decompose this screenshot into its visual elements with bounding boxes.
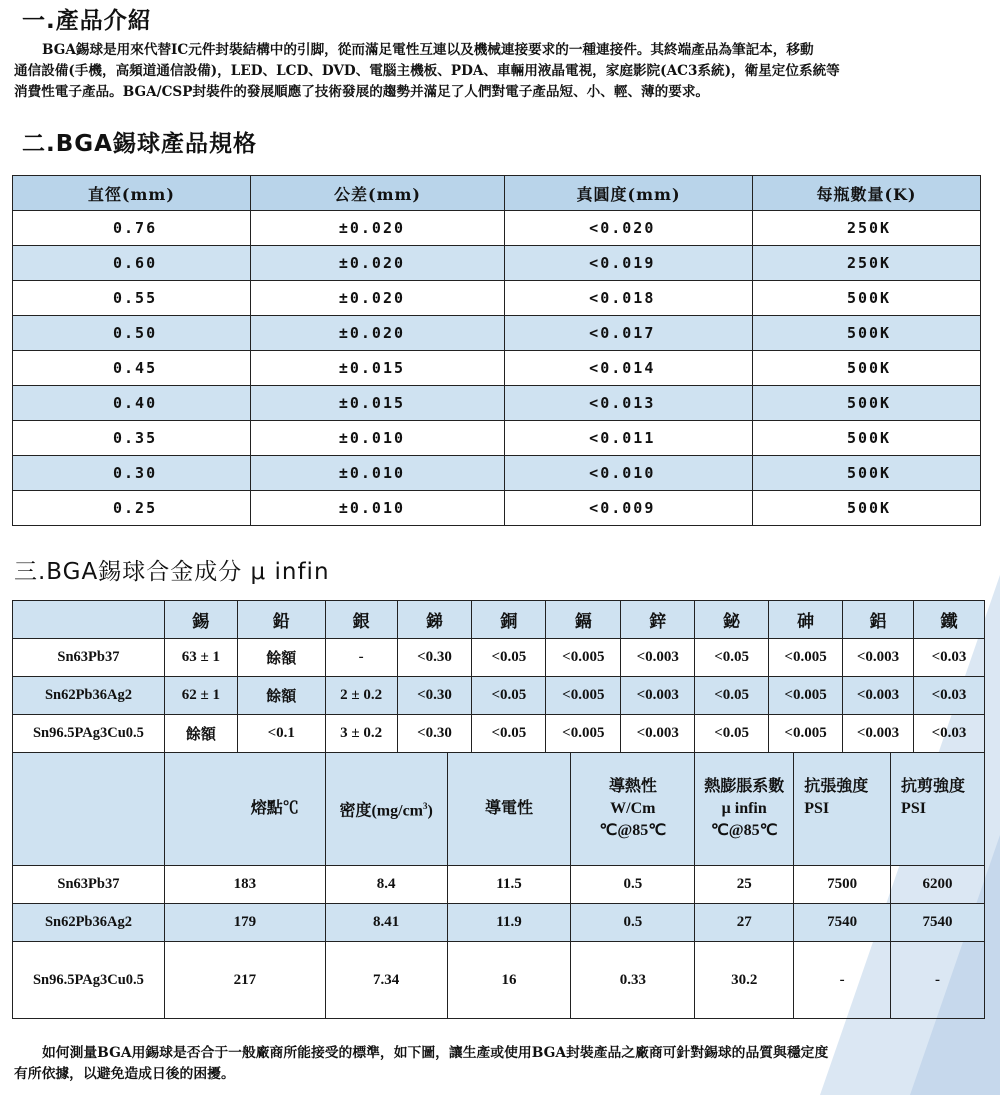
property-cell: 25 [695,866,794,904]
property-row [13,866,985,904]
table-row [13,351,981,386]
paragraph-line: BGA錫球是用來代替IC元件封裝結構中的引脚，從而滿足電性互連以及機械連接要求的一種連接件。其終端產品為筆記本，移動 [42,42,814,58]
corner-cell [13,601,165,639]
table-cell: 0.35 [13,421,251,456]
table-cell: <0.019 [505,246,753,281]
section1-heading: 一.產品介紹 [22,8,152,34]
col-header-thermal-conductivity: 導熱性 W/Cm ℃@85℃ [571,753,695,866]
composition-cell: <0.05 [695,639,769,677]
col-header-melting-point: 熔點℃ [164,753,325,866]
table-cell: 0.30 [13,456,251,491]
composition-cell: <0.005 [546,639,621,677]
table-cell: ±0.010 [250,421,504,456]
alloy-name-cell: Sn62Pb36Ag2 [13,904,165,942]
property-cell: - [794,942,891,1019]
property-cell: 7.34 [325,942,447,1019]
property-cell: 0.5 [571,904,695,942]
property-cell: 16 [447,942,571,1019]
table-cell: <0.018 [505,281,753,316]
table-cell: ±0.010 [250,491,504,526]
alloy-name-cell: Sn96.5PAg3Cu0.5 [13,715,165,753]
composition-cell: <0.05 [695,677,769,715]
alloy-name-cell: Sn63Pb37 [13,866,165,904]
footer-paragraph [14,1043,989,1085]
property-cell: 0.33 [571,942,695,1019]
table-row [13,386,981,421]
table-cell: ±0.015 [250,351,504,386]
paragraph-line: 通信設備(手機，高頻道通信設備)，LED、LCD、DVD、電腦主機板、PDA、車輛用液晶電視，家庭影院(AC3系統)，衛星定位系統等 [14,63,840,79]
composition-cell: 餘額 [237,639,325,677]
composition-cell: <0.30 [397,639,472,677]
composition-cell: <0.05 [472,715,546,753]
paragraph-line: 有所依據，以避免造成日後的困擾。 [14,1066,235,1082]
col-header-quantity: 每瓶數量(K) [752,176,980,211]
composition-row [13,639,985,677]
composition-cell: <0.005 [769,715,843,753]
table-cell: ±0.020 [250,281,504,316]
table-row [13,281,981,316]
property-cell: 7540 [794,904,891,942]
composition-cell: <0.003 [843,639,914,677]
element-header-row [13,601,985,639]
property-cell: 183 [164,866,325,904]
table-cell: 500K [752,281,980,316]
table-cell: 0.40 [13,386,251,421]
property-cell: - [891,942,985,1019]
composition-cell: <0.05 [472,639,546,677]
composition-cell: <0.30 [397,715,472,753]
alloy-name-cell: Sn96.5PAg3Cu0.5 [13,942,165,1019]
corner-cell [13,753,165,866]
col-header-density: 密度$(mg/cm^3)$ [325,753,447,866]
spec-table [12,175,981,526]
table-cell: 500K [752,386,980,421]
section2-heading: 二.BGA錫球產品規格 [22,131,257,157]
composition-cell: <0.1 [237,715,325,753]
col-header-roundness: 真圓度(mm) [505,176,753,211]
element-header-cell: 銻 [397,601,472,639]
property-cell: 11.9 [447,904,571,942]
table-row [13,456,981,491]
element-header-cell: 銀 [325,601,397,639]
table-cell: ±0.015 [250,386,504,421]
table-cell: 500K [752,421,980,456]
property-cell: 8.4 [325,866,447,904]
element-header-cell: 鎘 [546,601,621,639]
paragraph-line: 消費性電子產品。BGA/CSP封裝件的發展順應了技術發展的趨勢并滿足了人們對電子產品短、小、輕、薄的要求。 [14,84,710,100]
table-cell: ±0.020 [250,316,504,351]
element-header-cell: 銅 [472,601,546,639]
composition-cell: 63 ± 1 [164,639,237,677]
composition-cell: <0.03 [913,715,984,753]
property-section [13,753,985,1019]
property-row [13,904,985,942]
table-row [13,421,981,456]
composition-cell: <0.05 [472,677,546,715]
col-header-shear-strength: 抗剪強度 PSI [891,753,985,866]
composition-cell: <0.003 [843,677,914,715]
table-cell: <0.017 [505,316,753,351]
property-table [12,752,985,1019]
property-cell: 11.5 [447,866,571,904]
composition-cell: <0.003 [621,677,695,715]
table-cell: ±0.020 [250,246,504,281]
table-cell: <0.014 [505,351,753,386]
col-header-tolerance: 公差(mm) [250,176,504,211]
composition-cell: <0.005 [546,715,621,753]
element-header-cell: 鐵 [913,601,984,639]
composition-cell: <0.05 [695,715,769,753]
element-header-cell: 鉍 [695,601,769,639]
spec-table-body [13,211,981,526]
table-cell: 0.55 [13,281,251,316]
composition-cell: 3 ± 0.2 [325,715,397,753]
table-cell: <0.010 [505,456,753,491]
property-row [13,942,985,1019]
composition-cell: 餘額 [237,677,325,715]
alloy-name-cell: Sn62Pb36Ag2 [13,677,165,715]
table-cell: ±0.020 [250,211,504,246]
composition-row [13,677,985,715]
table-cell: 0.50 [13,316,251,351]
table-cell: 0.45 [13,351,251,386]
table-cell: 500K [752,316,980,351]
table-cell: <0.013 [505,386,753,421]
composition-cell: <0.003 [843,715,914,753]
col-header-conductivity: 導電性 [447,753,571,866]
table-cell: 500K [752,351,980,386]
property-cell: 6200 [891,866,985,904]
property-cell: 8.41 [325,904,447,942]
alloy-table [12,600,985,753]
spec-table-header [13,176,981,211]
table-cell: 250K [752,246,980,281]
element-header-cell: 鋅 [621,601,695,639]
table-cell: <0.011 [505,421,753,456]
property-cell: 27 [695,904,794,942]
table-row [13,491,981,526]
table-row [13,211,981,246]
composition-cell: <0.005 [769,677,843,715]
composition-cell: <0.30 [397,677,472,715]
composition-cell: <0.005 [546,677,621,715]
section1-paragraph [14,40,989,103]
table-cell: <0.020 [505,211,753,246]
element-header-cell: 鉛 [237,601,325,639]
table-cell: 0.76 [13,211,251,246]
paragraph-line: 如何測量BGA用錫球是否合于一般廠商所能接受的標準，如下圖，讓生產或使用BGA封裝產品之廠商可針對錫球的品質與穩定度 [42,1045,829,1061]
table-cell: 250K [752,211,980,246]
element-header-cell: 鋁 [843,601,914,639]
alloy-name-cell: Sn63Pb37 [13,639,165,677]
composition-cell: <0.005 [769,639,843,677]
property-cell: 0.5 [571,866,695,904]
property-header-row [13,753,985,866]
col-header-diameter: 直徑(mm) [13,176,251,211]
property-cell: 217 [164,942,325,1019]
table-cell: <0.009 [505,491,753,526]
section3-heading: 三.BGA錫球合金成分 μ infin [14,559,330,585]
composition-cell: 餘額 [164,715,237,753]
composition-cell: <0.03 [913,639,984,677]
table-cell: 500K [752,456,980,491]
table-cell: 0.60 [13,246,251,281]
property-cell: 179 [164,904,325,942]
table-cell: 0.25 [13,491,251,526]
table-row [13,246,981,281]
col-header-thermal-expansion: 熱膨脹系數 μ infin ℃@85℃ [695,753,794,866]
composition-cell: <0.003 [621,715,695,753]
composition-cell: <0.003 [621,639,695,677]
table-row [13,316,981,351]
table-cell: ±0.010 [250,456,504,491]
col-header-tensile-strength: 抗張強度 PSI [794,753,891,866]
element-header-cell: 砷 [769,601,843,639]
composition-cell: 2 ± 0.2 [325,677,397,715]
composition-cell: <0.03 [913,677,984,715]
composition-row [13,715,985,753]
property-cell: 30.2 [695,942,794,1019]
composition-cell: - [325,639,397,677]
composition-section [13,601,985,753]
composition-cell: 62 ± 1 [164,677,237,715]
property-cell: 7500 [794,866,891,904]
property-cell: 7540 [891,904,985,942]
element-header-cell: 錫 [164,601,237,639]
table-cell: 500K [752,491,980,526]
